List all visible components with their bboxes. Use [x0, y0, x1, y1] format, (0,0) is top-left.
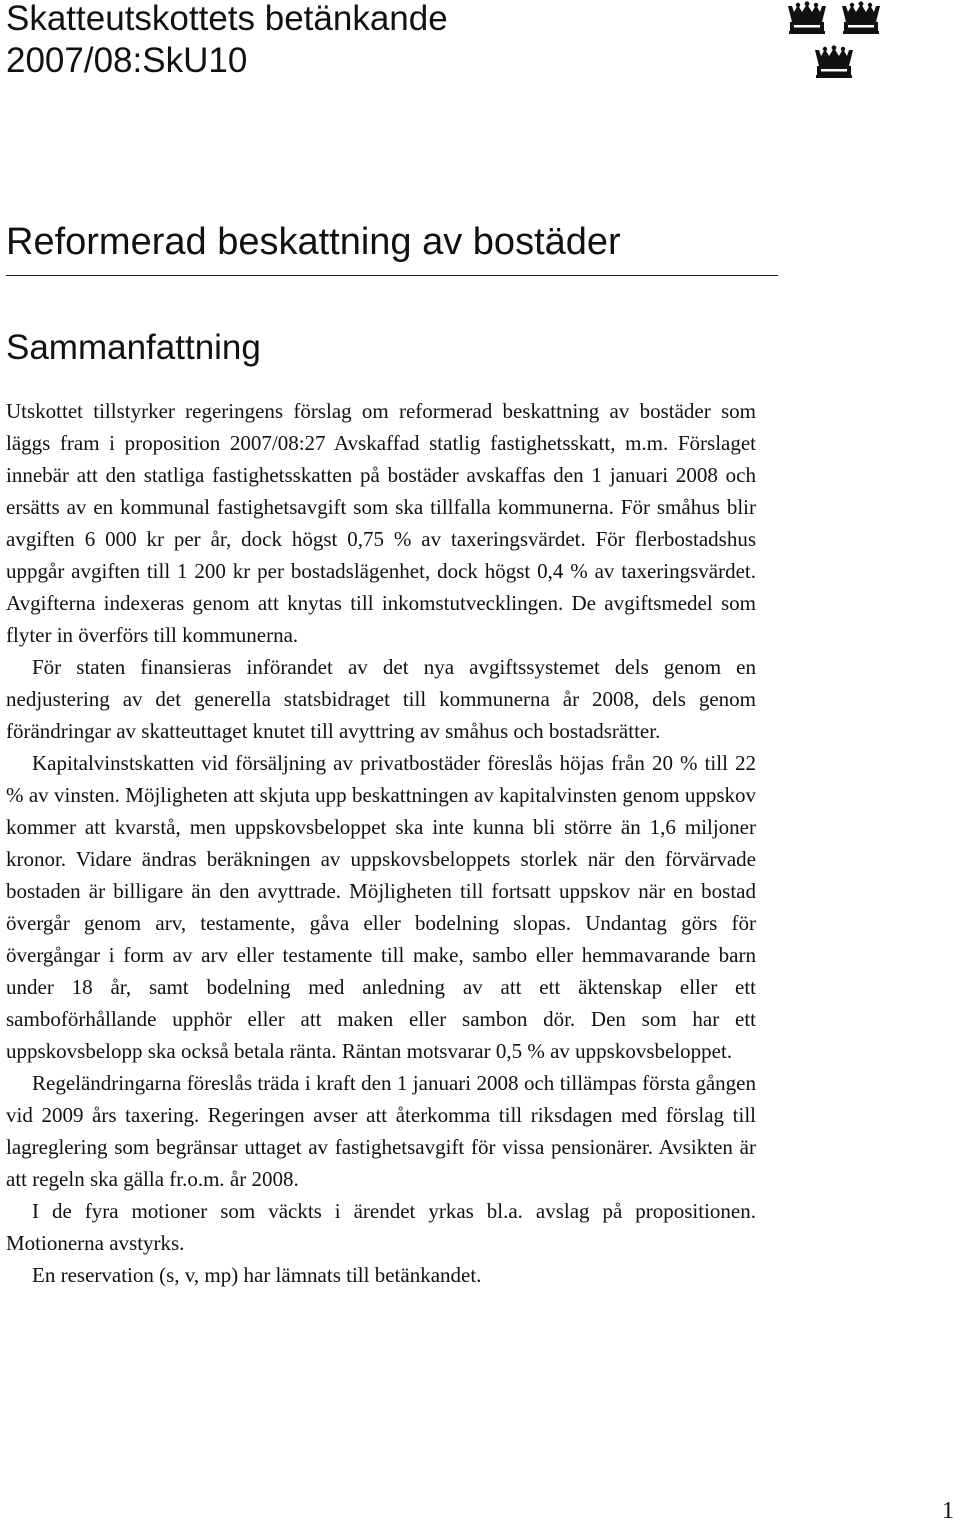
paragraph: För staten finansieras införandet av det nya avgiftssystemet dels genom en nedjustering av det generella statsbidraget till kommunerna år 2008, dels genom förändringar av skatteuttaget knutet till avyttring av småhus och bostadsrätter. [6, 655, 756, 743]
report-series: Skatteutskottets betänkande [6, 0, 448, 38]
summary-body [6, 395, 756, 1291]
paragraph: I de fyra motioner som väckts i ärendet yrkas bl.a. avslag på propositionen. Motionerna avstyrks. [6, 1199, 756, 1255]
paragraph: Utskottet tillstyrker regeringens förslag om reformerad beskattning av bostäder som läggs fram i proposition 2007/08:27 Avskaffad statlig fastighetsskatt, m.m. Förslaget innebär att den statliga fastighetsskatten på bostäder avskaffas den 1 januari 2008 och ersätts av en kommunal fastighetsavgift som ska tillfalla kommunerna. För småhus blir avgiften 6 000 kr per år, dock högst 0,75 % av taxeringsvärdet. För flerbostadshus uppgår avgiften till 1 200 kr per bostadslägenhet, dock högst 0,4 % av taxeringsvärdet. Avgifterna indexeras genom att knytas till inkomstutvecklingen. De avgiftsmedel som flyter in överförs till kommunerna. [6, 399, 756, 647]
document-title: Reformerad beskattning av bostäder [6, 221, 621, 263]
title-divider [6, 275, 778, 276]
report-header [6, 0, 448, 82]
report-number: 2007/08:SkU10 [6, 41, 248, 80]
paragraph: Regeländringarna föreslås träda i kraft den 1 januari 2008 och tillämpas första gången vid 2009 års taxering. Regeringen avser att återkomma till riksdagen med förslag till lagreglering som begränsar uttaget av fastighetsavgift för vissa pensionärer. Avsikten är att regeln ska gälla fr.o.m. år 2008. [6, 1071, 756, 1191]
section-heading: Sammanfattning [6, 328, 261, 367]
three-crowns-icon [784, 0, 894, 84]
paragraph: En reservation (s, v, mp) har lämnats till betänkandet. [32, 1263, 482, 1287]
page-number: 1 [942, 1498, 954, 1524]
paragraph: Kapitalvinstskatten vid försäljning av privatbostäder föreslås höjas från 20 % till 22 % av vinsten. Möjligheten att skjuta upp beskattningen av kapitalvinsten genom uppskov kommer att kvarstå, men uppskovsbeloppet ska inte kunna bli större än 1,6 miljoner kronor. Vidare ändras beräkningen av uppskovsbeloppets storlek när den förvärvade bostaden är billigare än den avyttrade. Möjligheten till fortsatt uppskov när en bostad övergår genom arv, testamente, gåva eller bodelning slopas. Undantag görs för övergångar i form av arv eller testamente till make, sambo eller hemmavarande barn under 18 år, samt bodelning med anledning av att ett äktenskap eller ett samboförhållande upphör eller att maken eller sambon dör. Den som har ett uppskovsbelopp ska också betala ränta. Räntan motsvarar 0,5 % av uppskovsbeloppet. [6, 751, 756, 1063]
